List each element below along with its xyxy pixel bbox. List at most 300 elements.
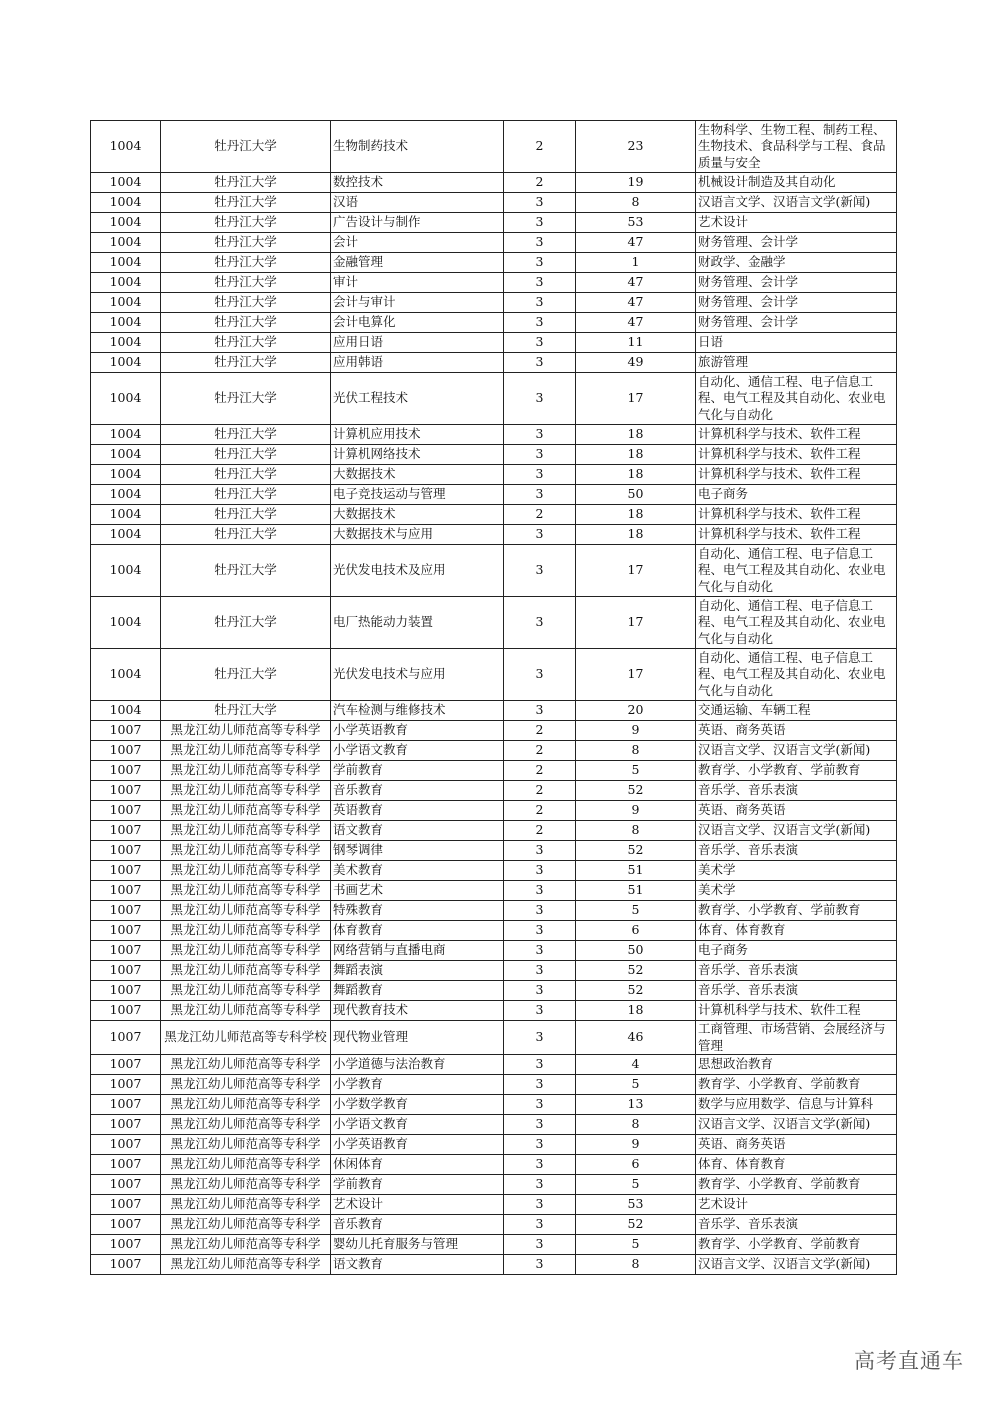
row-related-code: 5 [576,901,696,921]
row-major: 体育教育 [331,921,504,941]
table-row [91,505,897,525]
row-major: 光伏发电技术及应用 [331,545,504,597]
row-related-majors: 音乐学、音乐表演 [696,981,897,1001]
row-school: 黑龙江幼儿师范高等专科学 [161,841,331,861]
table-row [91,485,897,505]
row-related-code: 8 [576,821,696,841]
row-code: 1004 [91,193,161,213]
row-code: 1004 [91,445,161,465]
table-row [91,313,897,333]
row-related-code: 8 [576,741,696,761]
table-row [91,1215,897,1235]
row-school: 黑龙江幼儿师范高等专科学 [161,1055,331,1075]
row-related-code: 17 [576,373,696,425]
table-row [91,525,897,545]
row-related-majors: 美术学 [696,861,897,881]
table-row [91,425,897,445]
row-related-majors: 汉语言文学、汉语言文学(新闻) [696,821,897,841]
row-school: 黑龙江幼儿师范高等专科学 [161,1175,331,1195]
table-row [91,597,897,649]
row-code: 1004 [91,505,161,525]
row-code: 1004 [91,649,161,701]
row-code: 1007 [91,1075,161,1095]
row-years: 3 [504,253,576,273]
table-row [91,1021,897,1055]
row-related-majors: 财务管理、会计学 [696,293,897,313]
row-related-code: 53 [576,213,696,233]
row-code: 1004 [91,597,161,649]
row-code: 1007 [91,721,161,741]
row-school: 黑龙江幼儿师范高等专科学 [161,961,331,981]
table-row [91,1235,897,1255]
row-school: 黑龙江幼儿师范高等专科学 [161,1235,331,1255]
row-related-majors: 音乐学、音乐表演 [696,841,897,861]
table-row [91,1075,897,1095]
row-related-code: 50 [576,485,696,505]
row-years: 2 [504,761,576,781]
row-code: 1004 [91,253,161,273]
row-years: 3 [504,485,576,505]
row-code: 1004 [91,121,161,173]
row-related-code: 47 [576,233,696,253]
row-major: 光伏工程技术 [331,373,504,425]
row-code: 1004 [91,333,161,353]
row-related-majors: 音乐学、音乐表演 [696,961,897,981]
row-school: 黑龙江幼儿师范高等专科学 [161,981,331,1001]
table-row [91,981,897,1001]
table-row [91,649,897,701]
table-row [91,721,897,741]
row-school: 黑龙江幼儿师范高等专科学 [161,1195,331,1215]
row-major: 应用日语 [331,333,504,353]
row-related-code: 18 [576,1001,696,1021]
row-major: 学前教育 [331,761,504,781]
row-years: 2 [504,505,576,525]
row-school: 黑龙江幼儿师范高等专科学 [161,821,331,841]
row-years: 3 [504,1235,576,1255]
row-major: 计算机网络技术 [331,445,504,465]
table-row [91,545,897,597]
row-code: 1007 [91,1115,161,1135]
row-related-majors: 教育学、小学教育、学前教育 [696,1075,897,1095]
row-years: 3 [504,1175,576,1195]
row-school: 牡丹江大学 [161,313,331,333]
row-code: 1007 [91,1001,161,1021]
row-related-code: 11 [576,333,696,353]
row-school: 黑龙江幼儿师范高等专科学 [161,1095,331,1115]
row-major: 汽车检测与维修技术 [331,701,504,721]
row-related-majors: 自动化、通信工程、电子信息工程、电气工程及其自动化、农业电气化与自动化 [696,373,897,425]
row-code: 1007 [91,1055,161,1075]
row-related-majors: 音乐学、音乐表演 [696,1215,897,1235]
row-school: 牡丹江大学 [161,121,331,173]
row-school: 黑龙江幼儿师范高等专科学 [161,861,331,881]
row-related-code: 20 [576,701,696,721]
row-years: 2 [504,121,576,173]
row-related-code: 52 [576,981,696,1001]
row-years: 2 [504,781,576,801]
row-related-code: 9 [576,721,696,741]
table-row [91,901,897,921]
row-major: 会计 [331,233,504,253]
row-related-majors: 日语 [696,333,897,353]
row-code: 1004 [91,273,161,293]
row-school: 牡丹江大学 [161,253,331,273]
row-related-code: 49 [576,353,696,373]
row-major: 音乐教育 [331,1215,504,1235]
row-code: 1007 [91,1175,161,1195]
table-row [91,801,897,821]
row-school: 牡丹江大学 [161,373,331,425]
row-major: 小学英语教育 [331,721,504,741]
row-related-majors: 教育学、小学教育、学前教育 [696,901,897,921]
row-school: 牡丹江大学 [161,525,331,545]
row-related-majors: 机械设计制造及其自动化 [696,173,897,193]
row-school: 黑龙江幼儿师范高等专科学 [161,1115,331,1135]
table-row [91,445,897,465]
row-years: 3 [504,1095,576,1115]
table-row [91,1095,897,1115]
row-years: 2 [504,173,576,193]
row-years: 3 [504,373,576,425]
row-school: 牡丹江大学 [161,445,331,465]
row-related-majors: 计算机科学与技术、软件工程 [696,465,897,485]
row-related-code: 53 [576,1195,696,1215]
row-school: 牡丹江大学 [161,465,331,485]
row-related-majors: 英语、商务英语 [696,721,897,741]
row-related-code: 52 [576,841,696,861]
row-major: 语文教育 [331,821,504,841]
row-related-code: 52 [576,781,696,801]
row-related-code: 13 [576,1095,696,1115]
row-code: 1007 [91,1135,161,1155]
row-related-code: 8 [576,1255,696,1275]
row-major: 学前教育 [331,1175,504,1195]
row-school: 牡丹江大学 [161,353,331,373]
row-school: 黑龙江幼儿师范高等专科学 [161,941,331,961]
table-row [91,921,897,941]
table-row [91,881,897,901]
row-code: 1004 [91,213,161,233]
row-related-majors: 体育、体育教育 [696,1155,897,1175]
row-code: 1007 [91,821,161,841]
table-row [91,821,897,841]
table-row [91,253,897,273]
row-related-majors: 计算机科学与技术、软件工程 [696,505,897,525]
row-related-code: 5 [576,761,696,781]
row-related-code: 17 [576,545,696,597]
row-major: 音乐教育 [331,781,504,801]
table-row [91,1255,897,1275]
row-related-majors: 电子商务 [696,485,897,505]
row-school: 牡丹江大学 [161,505,331,525]
row-years: 3 [504,981,576,1001]
row-related-code: 18 [576,445,696,465]
row-school: 牡丹江大学 [161,649,331,701]
row-years: 3 [504,1055,576,1075]
table-row [91,741,897,761]
table-row [91,1195,897,1215]
table-row [91,193,897,213]
row-major: 广告设计与制作 [331,213,504,233]
row-related-majors: 体育、体育教育 [696,921,897,941]
row-related-majors: 财务管理、会计学 [696,313,897,333]
row-school: 牡丹江大学 [161,213,331,233]
row-major: 金融管理 [331,253,504,273]
row-years: 3 [504,941,576,961]
row-years: 3 [504,193,576,213]
row-major: 电子竞技运动与管理 [331,485,504,505]
watermark: 高考直通车 [854,1349,964,1373]
row-related-majors: 艺术设计 [696,213,897,233]
row-related-majors: 汉语言文学、汉语言文学(新闻) [696,741,897,761]
row-school: 黑龙江幼儿师范高等专科学 [161,1215,331,1235]
row-school: 黑龙江幼儿师范高等专科学 [161,1135,331,1155]
row-school: 黑龙江幼儿师范高等专科学 [161,1255,331,1275]
table-row [91,121,897,173]
row-years: 3 [504,597,576,649]
row-related-majors: 生物科学、生物工程、制药工程、生物技术、食品科学与工程、食品质量与安全 [696,121,897,173]
row-code: 1007 [91,1215,161,1235]
row-major: 小学教育 [331,1075,504,1095]
table-row [91,173,897,193]
table-row [91,761,897,781]
row-years: 3 [504,313,576,333]
row-years: 3 [504,1215,576,1235]
row-code: 1007 [91,1155,161,1175]
table-body [91,121,897,1275]
row-related-majors: 财务管理、会计学 [696,233,897,253]
row-related-code: 50 [576,941,696,961]
row-years: 3 [504,1135,576,1155]
row-code: 1007 [91,961,161,981]
row-code: 1007 [91,801,161,821]
row-related-majors: 工商管理、市场营销、会展经济与管理 [696,1021,897,1055]
row-school: 黑龙江幼儿师范高等专科学 [161,761,331,781]
row-related-code: 8 [576,193,696,213]
row-related-majors: 计算机科学与技术、软件工程 [696,425,897,445]
row-code: 1007 [91,921,161,941]
row-related-majors: 汉语言文学、汉语言文学(新闻) [696,1115,897,1135]
row-code: 1004 [91,313,161,333]
row-years: 3 [504,525,576,545]
row-major: 小学英语教育 [331,1135,504,1155]
table-row [91,1001,897,1021]
row-code: 1007 [91,881,161,901]
row-code: 1004 [91,425,161,445]
row-years: 3 [504,921,576,941]
row-years: 3 [504,353,576,373]
row-code: 1004 [91,373,161,425]
table-row [91,273,897,293]
row-major: 艺术设计 [331,1195,504,1215]
row-related-majors: 教育学、小学教育、学前教育 [696,1235,897,1255]
row-school: 黑龙江幼儿师范高等专科学 [161,801,331,821]
row-code: 1007 [91,1021,161,1055]
row-major: 光伏发电技术与应用 [331,649,504,701]
row-related-code: 18 [576,505,696,525]
row-related-code: 23 [576,121,696,173]
row-school: 黑龙江幼儿师范高等专科学 [161,921,331,941]
row-related-majors: 思想政治教育 [696,1055,897,1075]
row-related-code: 5 [576,1075,696,1095]
row-code: 1007 [91,861,161,881]
row-code: 1007 [91,781,161,801]
row-school: 黑龙江幼儿师范高等专科学 [161,1155,331,1175]
row-code: 1007 [91,1095,161,1115]
row-code: 1007 [91,1255,161,1275]
table-row [91,1115,897,1135]
row-related-majors: 教育学、小学教育、学前教育 [696,1175,897,1195]
row-major: 会计电算化 [331,313,504,333]
row-related-majors: 教育学、小学教育、学前教育 [696,761,897,781]
row-years: 3 [504,649,576,701]
row-major: 语文教育 [331,1255,504,1275]
row-related-majors: 计算机科学与技术、软件工程 [696,1001,897,1021]
row-code: 1004 [91,233,161,253]
row-related-code: 47 [576,313,696,333]
row-code: 1004 [91,485,161,505]
row-years: 3 [504,333,576,353]
row-school: 黑龙江幼儿师范高等专科学 [161,881,331,901]
row-years: 3 [504,233,576,253]
row-major: 电厂热能动力装置 [331,597,504,649]
row-code: 1004 [91,545,161,597]
row-major: 现代教育技术 [331,1001,504,1021]
row-school: 牡丹江大学 [161,173,331,193]
table-row [91,961,897,981]
row-major: 小学数学教育 [331,1095,504,1115]
row-school: 黑龙江幼儿师范高等专科学 [161,781,331,801]
row-related-majors: 英语、商务英语 [696,801,897,821]
row-major: 生物制药技术 [331,121,504,173]
row-code: 1004 [91,465,161,485]
row-years: 3 [504,293,576,313]
row-major: 汉语 [331,193,504,213]
row-related-code: 47 [576,273,696,293]
row-related-majors: 计算机科学与技术、软件工程 [696,525,897,545]
row-related-code: 17 [576,597,696,649]
row-related-majors: 英语、商务英语 [696,1135,897,1155]
row-years: 3 [504,1075,576,1095]
table-row [91,353,897,373]
row-major: 大数据技术与应用 [331,525,504,545]
row-years: 2 [504,821,576,841]
row-years: 2 [504,801,576,821]
table-row [91,1055,897,1075]
row-years: 3 [504,425,576,445]
table-row [91,841,897,861]
row-years: 3 [504,881,576,901]
row-related-majors: 音乐学、音乐表演 [696,781,897,801]
row-school: 牡丹江大学 [161,333,331,353]
row-related-code: 8 [576,1115,696,1135]
row-related-majors: 汉语言文学、汉语言文学(新闻) [696,193,897,213]
row-related-code: 9 [576,1135,696,1155]
row-code: 1004 [91,701,161,721]
row-related-code: 52 [576,1215,696,1235]
row-years: 3 [504,1255,576,1275]
admissions-table [90,120,897,1275]
row-years: 3 [504,465,576,485]
row-years: 3 [504,841,576,861]
row-years: 3 [504,1001,576,1021]
row-major: 会计与审计 [331,293,504,313]
row-years: 3 [504,545,576,597]
table-row [91,1175,897,1195]
row-years: 2 [504,741,576,761]
row-code: 1007 [91,981,161,1001]
row-related-code: 51 [576,861,696,881]
table-row [91,333,897,353]
row-years: 3 [504,213,576,233]
row-related-code: 18 [576,525,696,545]
row-code: 1004 [91,525,161,545]
row-school: 牡丹江大学 [161,193,331,213]
row-related-code: 6 [576,921,696,941]
row-major: 数控技术 [331,173,504,193]
row-school: 黑龙江幼儿师范高等专科学 [161,741,331,761]
table-row [91,781,897,801]
row-major: 大数据技术 [331,465,504,485]
row-major: 审计 [331,273,504,293]
row-code: 1004 [91,173,161,193]
row-related-majors: 美术学 [696,881,897,901]
row-related-code: 6 [576,1155,696,1175]
row-years: 3 [504,701,576,721]
table-row [91,213,897,233]
table-row [91,861,897,881]
row-code: 1007 [91,841,161,861]
row-code: 1007 [91,1235,161,1255]
row-school: 牡丹江大学 [161,701,331,721]
row-related-majors: 艺术设计 [696,1195,897,1215]
row-code: 1004 [91,293,161,313]
row-code: 1004 [91,353,161,373]
row-major: 现代物业管理 [331,1021,504,1055]
row-years: 3 [504,273,576,293]
row-major: 婴幼儿托育服务与管理 [331,1235,504,1255]
row-school: 牡丹江大学 [161,597,331,649]
row-code: 1007 [91,761,161,781]
row-related-majors: 计算机科学与技术、软件工程 [696,445,897,465]
row-code: 1007 [91,741,161,761]
row-major: 舞蹈教育 [331,981,504,1001]
table-row [91,1155,897,1175]
row-related-code: 51 [576,881,696,901]
row-years: 3 [504,445,576,465]
row-related-code: 1 [576,253,696,273]
row-major: 英语教育 [331,801,504,821]
row-related-code: 18 [576,465,696,485]
row-school: 黑龙江幼儿师范高等专科学 [161,901,331,921]
row-code: 1007 [91,941,161,961]
row-related-majors: 财政学、金融学 [696,253,897,273]
row-school: 牡丹江大学 [161,425,331,445]
row-related-majors: 交通运输、车辆工程 [696,701,897,721]
row-school: 牡丹江大学 [161,293,331,313]
row-related-majors: 旅游管理 [696,353,897,373]
table-row [91,1135,897,1155]
row-school: 黑龙江幼儿师范高等专科学 [161,721,331,741]
row-years: 3 [504,1155,576,1175]
row-code: 1007 [91,1195,161,1215]
row-related-code: 46 [576,1021,696,1055]
row-school: 牡丹江大学 [161,273,331,293]
row-related-code: 19 [576,173,696,193]
row-years: 3 [504,1021,576,1055]
row-related-majors: 自动化、通信工程、电子信息工程、电气工程及其自动化、农业电气化与自动化 [696,649,897,701]
